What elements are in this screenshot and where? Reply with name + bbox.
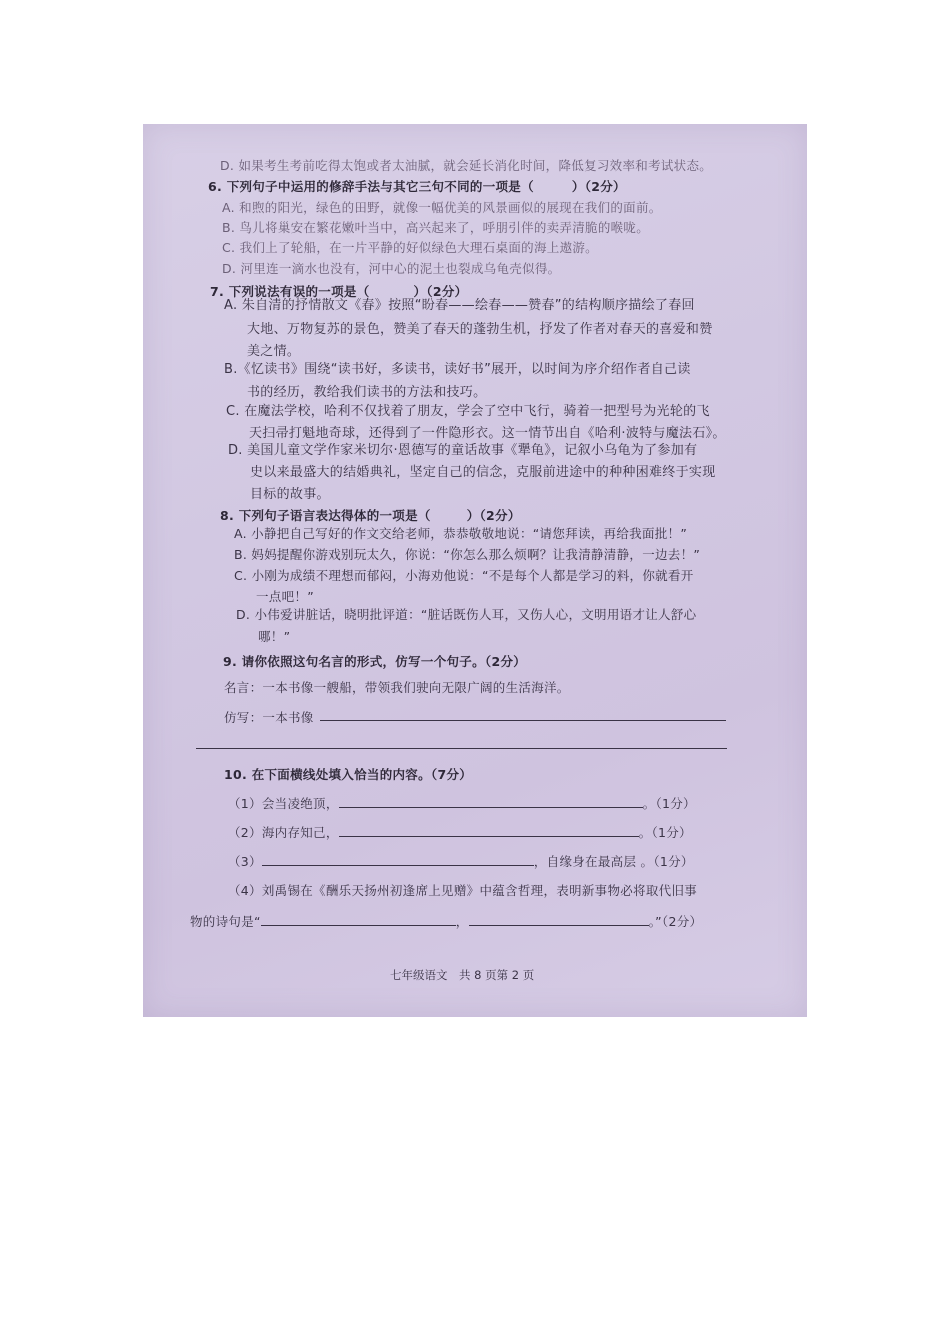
q8-option-c-line2: 一点吧！” bbox=[256, 589, 314, 604]
q7-option-d-line2: 史以来最盛大的结婚典礼，坚定自己的信念，克服前进途中的种种困难终于实现 bbox=[250, 465, 716, 480]
q6-option-b: B. 鸟儿将巢安在繁花嫩叶当中，高兴起来了，呼朋引伴的卖弄清脆的喉咙。 bbox=[222, 220, 650, 235]
q10-item1-blank[interactable] bbox=[339, 795, 643, 808]
q8-option-a: A. 小静把自己写好的作文交给老师，恭恭敬敬地说：“请您拜读，再给我面批！” bbox=[234, 526, 688, 541]
q7-stem-text: 7. 下列说法有误的一项是（ bbox=[210, 284, 370, 299]
q10-item3-blank[interactable] bbox=[262, 853, 534, 866]
q9-answer-line-1[interactable] bbox=[320, 720, 726, 721]
q7-option-a-line3: 美之情。 bbox=[247, 344, 301, 359]
q10-item2 bbox=[228, 824, 692, 841]
q6-points: ）（2分） bbox=[571, 179, 626, 194]
q10-item4-points: 。”（2分） bbox=[648, 914, 703, 929]
q7-option-c-line1: C. 在魔法学校，哈利不仅找着了朋友，学会了空中飞行，骑着一把型号为光轮的飞 bbox=[226, 404, 710, 419]
q10-item1 bbox=[228, 795, 696, 812]
q8-option-b: B. 妈妈提醒你游戏别玩太久，你说：“你怎么那么烦啊？让我清静清静，一边去！” bbox=[234, 547, 701, 562]
q7-option-b-line2: 书的经历，教给我们读书的方法和技巧。 bbox=[247, 385, 487, 400]
q10-item4-blank-2[interactable] bbox=[469, 913, 649, 926]
q10-item4-prompt: 物的诗句是“ bbox=[190, 914, 261, 929]
q7-option-c-line2: 天扫帚打魁地奇球，还得到了一件隐形衣。这一情节出自《哈利·波特与魔法石》。 bbox=[249, 426, 726, 441]
page-footer: 七年级语文 共 8 页第 2 页 bbox=[390, 968, 535, 982]
q6-option-c: C. 我们上了轮船，在一片平静的好似绿色大理石桌面的海上遨游。 bbox=[222, 240, 598, 255]
q9-quote: 名言：一本书像一艘船，带领我们驶向无限广阔的生活海洋。 bbox=[224, 680, 570, 695]
q7-option-a-line2: 大地、万物复苏的景色，赞美了春天的蓬勃生机，抒发了作者对春天的喜爱和赞 bbox=[247, 322, 713, 337]
q10-item4-line1: （4）刘禹锡在《酬乐天扬州初逢席上见赠》中蕴含哲理，表明新事物必将取代旧事 bbox=[228, 883, 698, 898]
q8-option-c-line1: C. 小刚为成绩不理想而郁闷，小海劝他说：“不是每个人都是学习的料，你就看开 bbox=[234, 568, 694, 583]
q9-imitate-label: 仿写：一本书像 bbox=[224, 710, 314, 725]
q8-option-d-line1: D. 小伟爱讲脏话，晓明批评道：“脏话既伤人耳，又伤人心，文明用语才让人舒心 bbox=[236, 607, 697, 622]
q6-stem-text: 6. 下列句子中运用的修辞手法与其它三句不同的一项是（ bbox=[208, 179, 534, 194]
q6-stem bbox=[208, 179, 626, 195]
q7-option-a-line1: A. 朱自清的抒情散文《春》按照“盼春——绘春——赞春”的结构顺序描绘了春回 bbox=[224, 298, 695, 313]
q6-option-a: A. 和煦的阳光，绿色的田野，就像一幅优美的风景画似的展现在我们的面前。 bbox=[222, 200, 662, 215]
q10-item2-blank[interactable] bbox=[339, 824, 639, 837]
q10-item4-comma: ， bbox=[455, 914, 469, 929]
q10-stem: 10. 在下面横线处填入恰当的内容。（7分） bbox=[224, 767, 473, 782]
q10-item2-points: 。（1分） bbox=[638, 825, 692, 840]
q7-option-d-line3: 目标的故事。 bbox=[250, 487, 330, 502]
q8-option-d-line2: 哪！” bbox=[258, 629, 291, 644]
q10-item3 bbox=[228, 853, 694, 870]
q7-option-d-line1: D. 美国儿童文学作家米切尔·恩德写的童话故事《犟龟》，记叙小乌龟为了参加有 bbox=[228, 443, 698, 458]
q10-item1-prompt: （1）会当凌绝顶， bbox=[228, 796, 339, 811]
q10-item1-points: 。（1分） bbox=[642, 796, 696, 811]
q10-item2-prompt: （2）海内存知己， bbox=[228, 825, 339, 840]
q8-stem bbox=[220, 508, 521, 524]
q9-stem: 9. 请你依照这句名言的形式，仿写一个句子。（2分） bbox=[223, 654, 527, 669]
q10-item3-points: ，自缘身在最高层 。（1分） bbox=[533, 854, 694, 869]
q10-item4-blank-1[interactable] bbox=[261, 913, 456, 926]
q7-option-b-line1: B.《忆读书》围绕“读书好，多读书，读好书”展开，以时间为序介绍作者自己读 bbox=[224, 362, 691, 377]
q8-stem-text: 8. 下列句子语言表达得体的一项是（ bbox=[220, 508, 431, 523]
q8-points: ）（2分） bbox=[466, 508, 521, 523]
q6-option-d: D. 河里连一滴水也没有，河中心的泥土也裂成乌龟壳似得。 bbox=[222, 261, 561, 276]
q5-option-d: D. 如果考生考前吃得太饱或者太油腻，就会延长消化时间，降低复习效率和考试状态。 bbox=[220, 158, 713, 173]
q9-answer-line-2[interactable] bbox=[196, 748, 727, 749]
q7-points: ）（2分） bbox=[413, 284, 468, 299]
q10-item4-line2 bbox=[190, 913, 702, 930]
q10-item3-prompt: （3） bbox=[228, 854, 262, 869]
